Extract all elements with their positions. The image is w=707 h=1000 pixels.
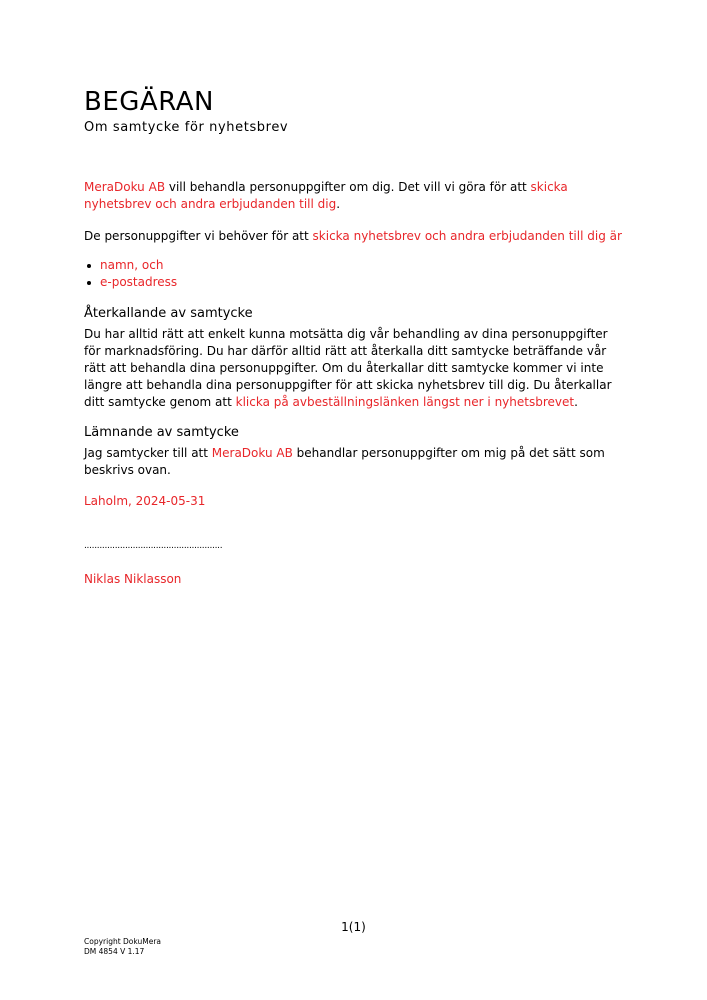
company-name: MeraDoku AB (84, 180, 166, 194)
consent-end: behandlar personuppgifter om mig på det sätt som beskrivs ovan. (84, 446, 605, 477)
personal-data-list (84, 257, 177, 291)
document-title: BEGÄRAN (84, 87, 214, 117)
data-paragraph (84, 228, 624, 245)
intro-paragraph (84, 179, 624, 213)
data-intro-text: De personuppgifter vi behöver för att (84, 229, 313, 243)
signer-name: Niklas Niklasson (84, 572, 182, 586)
signature-line: ...................................................... (84, 541, 223, 551)
withdrawal-text: Du har alltid rätt att enkelt kunna motsätta dig vår behandling av dina personuppgifter för marknadsföring. Du har därför alltid rätt att återkalla ditt samtycke beträffande vår rätt att behandla dina personuppgifter. Om du återkallar ditt samtycke kommer vi inte längre att behandla dina personuppgifter för att skicka nyhetsbrev till dig. Du återkallar ditt samtycke genom att (84, 327, 612, 409)
intro-end: . (336, 197, 341, 211)
consent-text: Jag samtycker till att (84, 446, 212, 460)
withdrawal-heading: Återkallande av samtycke (84, 306, 253, 321)
consent-company: MeraDoku AB (211, 446, 293, 460)
document-id: DM 4854 V 1.17 (84, 947, 145, 956)
consent-paragraph (84, 445, 624, 479)
consent-heading: Lämnande av samtycke (84, 425, 239, 440)
page-number: 1(1) (341, 920, 366, 934)
list-item: e-postadress (100, 275, 178, 289)
intro-text: vill behandla personuppgifter om dig. Det vill vi göra för att (165, 180, 531, 194)
place-date: Laholm, 2024-05-31 (84, 494, 206, 508)
copyright-text: Copyright DokuMera (84, 937, 162, 946)
withdrawal-end: . (574, 395, 578, 409)
footer (84, 937, 161, 957)
withdrawal-paragraph (84, 326, 624, 411)
data-purpose-text: skicka nyhetsbrev och andra erbjudanden till dig är (312, 229, 622, 243)
withdrawal-method: klicka på avbeställningslänken längst ner i nyhetsbrevet (235, 395, 575, 409)
purpose-text: skicka nyhetsbrev och andra erbjudanden till dig (84, 180, 568, 211)
list-item: namn, och (100, 257, 177, 274)
document-subtitle: Om samtycke för nyhetsbrev (84, 120, 289, 135)
